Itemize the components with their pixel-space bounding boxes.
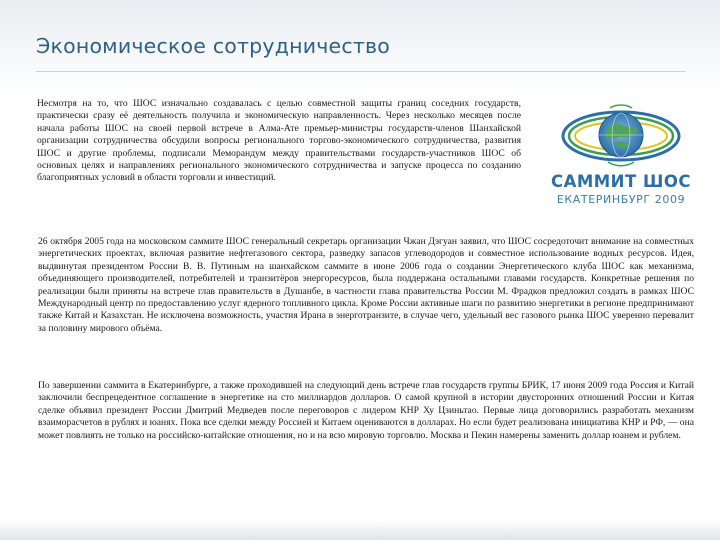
footer-band [0, 520, 720, 540]
slide-title: Экономическое сотрудничество [36, 34, 390, 58]
paragraph-ekaterinburg: По завершении саммита в Екатеринбурге, а также проходившей на следующий день встрече глав государств группы БРИК, 17 июня 2009 года Россия и Китай заключили беспрецедентное соглашение в энергетике на сто миллиардов долларов. О самой крупной в истории двусторонних отношений России и Китая сделке объявил президент России Дмитрий Медведев после переговоров с лидером КНР Ху Цзиньтао. Первые лица договорились разработать механизм взаиморасчетов в рублях и юанях. Пока все сделки между Россией и Китаем оцениваются в долларах. Но если будет реализована инициатива КНР и РФ, — она может повлиять не только на российско-китайские отношения, но и на всю мировую торговлю. Москва и Пекин намерены заменить доллар юанем и рублем. [38, 380, 694, 441]
title-divider [36, 71, 686, 72]
sco-emblem-icon [560, 102, 682, 170]
paragraph-intro: Несмотря на то, что ШОС изначально создавалась с целью совместной защиты границ соседних государств, практически сразу её деятельность получила и экономическую направленность. Через несколько месяцев после начала работы ШОС на своей первой встрече в Алма-Ате премьер-министры государств-членов Шанхайской организации сотрудничества обсудили вопросы регионального торгово-экономического сотрудничества, развития ШОС и другие проблемы, подписали Меморандум между правительствами государств-участников ШОС об основных целях и направлениях регионального экономического сотрудничества и запуске процесса по созданию благоприятных условий в области торговли и инвестиций. [37, 98, 521, 184]
logo-title: САММИТ ШОС [550, 172, 692, 191]
paragraph-energy: 26 октября 2005 года на московском саммите ШОС генеральный секретарь организации Чжан Дэгуан заявил, что ШОС сосредоточит внимание на совместных энергетических проектах, включая развитие нефтегазового сектора, разведку запасов углеводородов и совместное использование водных ресурсов. Идея, выдвинутая президентом России В. В. Путиным на шанхайском саммите в июне 2006 года о создании Энергетического клуба ШОС как механизма, объединяющего производителей, потребителей и транзитёров энергоресурсов, была поддержана остальными главами государств. Конкретные решения по реализации были приняты на встрече глав правительств в Душанбе, в частности глава правительства России М. Фрадков предложил создать в рамках ШОС Международный центр по предоставлению услуг ядерного топливного цикла. Кроме России активные шаги по развитию энергетики в регионе предпринимают также Китай и Казахстан. Не исключена возможность, участия Ирана в энерготранзите, в случае чего, удельный вес газового рынка ШОС уверенно перевалит за половину мирового объёма. [38, 236, 694, 334]
sco-summit-logo [536, 102, 706, 214]
logo-subtitle: ЕКАТЕРИНБУРГ 2009 [556, 193, 686, 206]
